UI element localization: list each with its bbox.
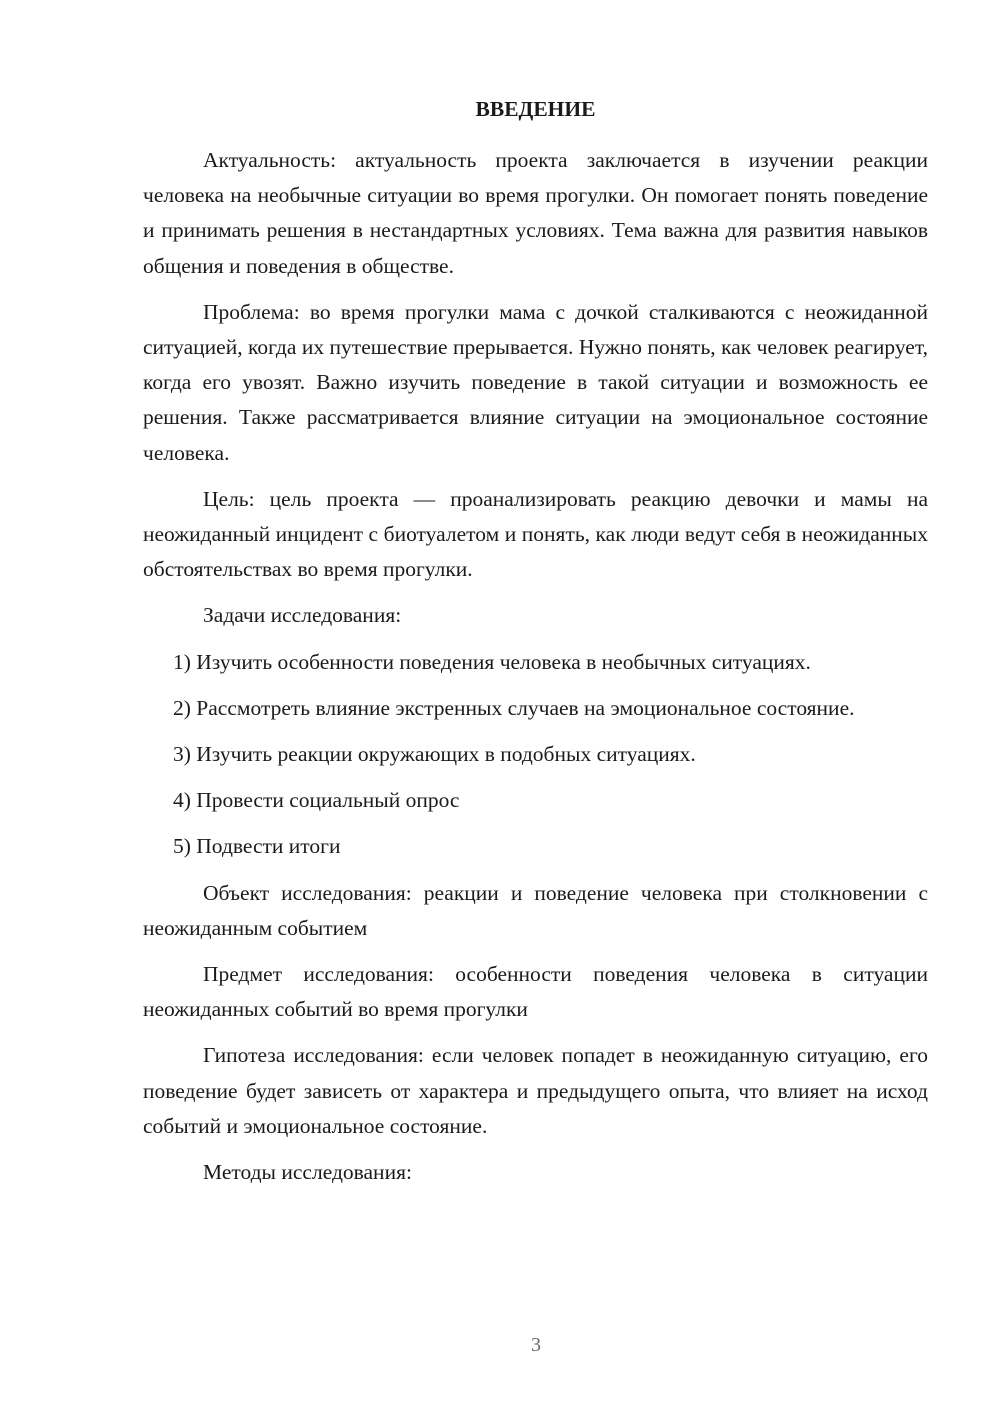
methods-title: Методы исследования: bbox=[203, 1160, 412, 1185]
tasks-title: Задачи исследования: bbox=[203, 603, 402, 628]
paragraph-goal: Цель: цель проекта — проанализировать реакцию девочки и мамы на неожиданный инцидент с биотуалетом и понять, как люди ведут себя в неожиданных обстоятельствах во время прогулки. bbox=[143, 486, 928, 582]
task-item-5: 5) Подвести итоги bbox=[173, 834, 341, 859]
section-heading: ВВЕДЕНИЕ bbox=[475, 97, 596, 121]
task-item-4: 4) Провести социальный опрос bbox=[173, 788, 460, 813]
paragraph-subject: Предмет исследования: особенности поведения человека в ситуации неожиданных событий во время прогулки bbox=[143, 962, 928, 1022]
task-item-2: 2) Рассмотреть влияние экстренных случаев на эмоциональное состояние. bbox=[173, 695, 855, 720]
paragraph-object: Объект исследования: реакции и поведение человека при столкновении с неожиданным событием bbox=[143, 880, 928, 940]
paragraph-problem: Проблема: во время прогулки мама с дочкой сталкиваются с неожиданной ситуацией, когда их путешествие прерывается. Нужно понять, как человек реагирует, когда его увозят. Важно изучить поведение в такой ситуации и возможность ее решения. Также рассматривается влияние ситуации на эмоциональное состояние человека. bbox=[143, 299, 928, 465]
paragraph-hypothesis: Гипотеза исследования: если человек попадет в неожиданную ситуацию, его поведение будет зависеть от характера и предыдущего опыта, что влияет на исход событий и эмоциональное состояние. bbox=[143, 1043, 928, 1138]
page-number: 3 bbox=[531, 1334, 541, 1356]
task-item-3: 3) Изучить реакции окружающих в подобных ситуациях. bbox=[173, 742, 696, 767]
task-item-1: 1) Изучить особенности поведения человека в необычных ситуациях. bbox=[173, 649, 811, 674]
document-body bbox=[143, 92, 928, 1190]
paragraph-relevance: Актуальность: актуальность проекта заключается в изучении реакции человека на необычные ситуации во время прогулки. Он помогает понять поведение и принимать решения в нестандартных условиях. Тема важна для развития навыков общения и поведения в обществе. bbox=[143, 148, 928, 278]
